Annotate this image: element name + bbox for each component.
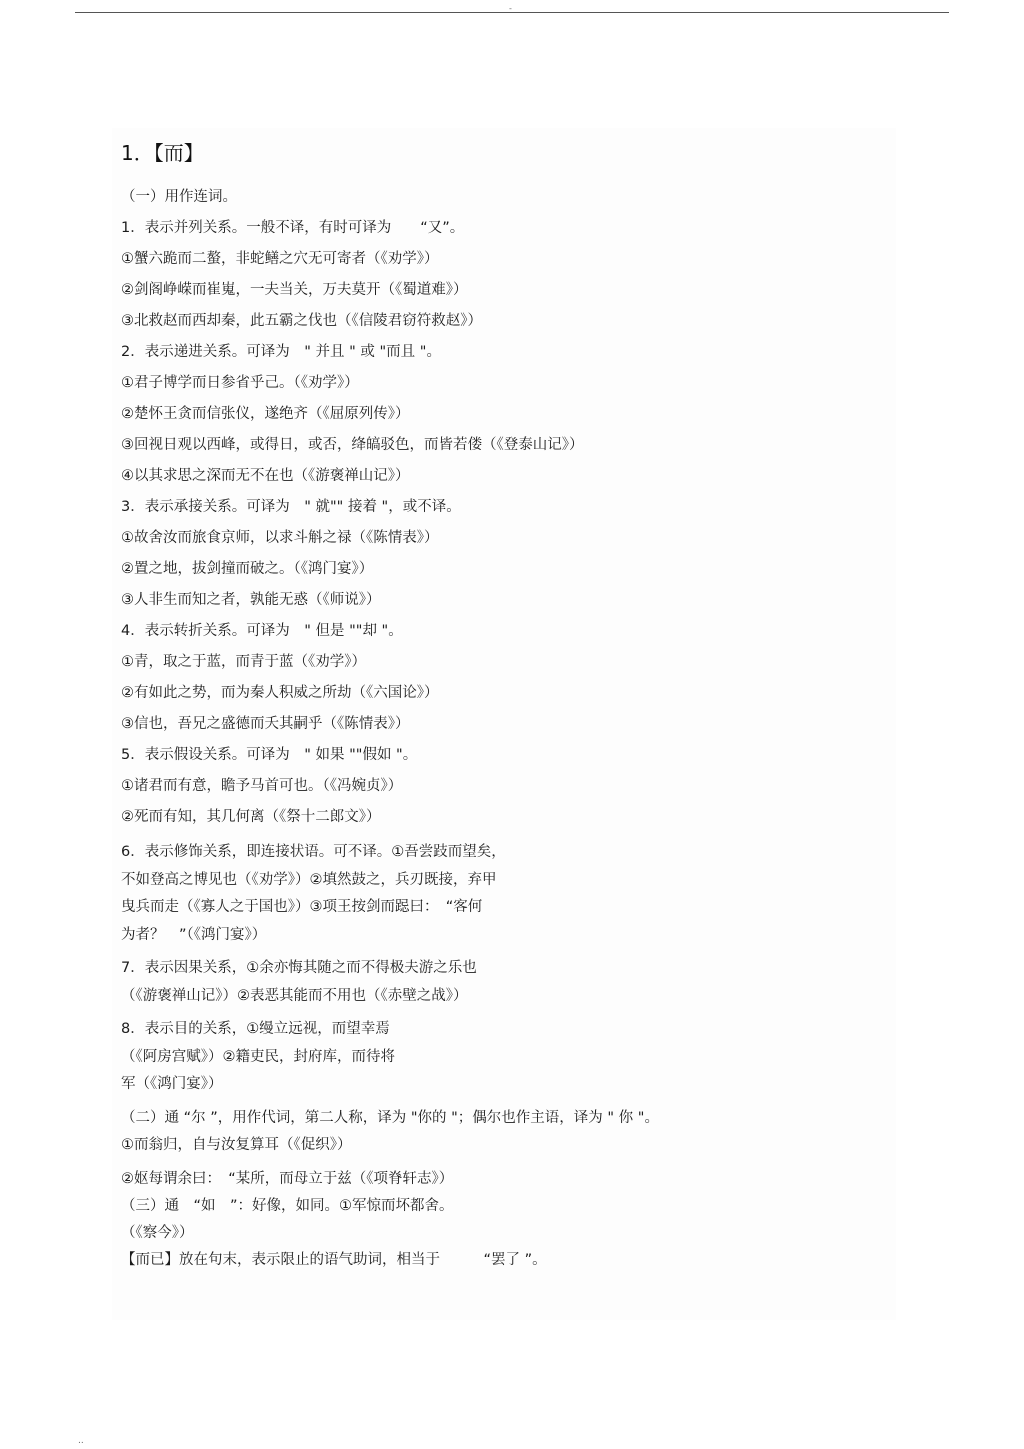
text-line: 2．表示递进关系。可译为 " 并且 " 或 "而且 "。 <box>121 344 441 360</box>
text-line: 不如登高之博见也（《劝学》）②填然鼓之，兵刃既接，弃甲 <box>121 871 497 888</box>
text-line: （二）通 “尔 ”，用作代词，第二人称，译为 "你的 "；偶尔也作主语，译为 " 你 "。 <box>121 1109 659 1126</box>
text-line: 3．表示承接关系。可译为 " 就"" 接着 "，或不译。 <box>121 499 461 515</box>
text-line: （三）通 “如 ”：好像，如同。①军惊而坏都舍。 <box>121 1197 454 1214</box>
text-line: 【而已】放在句末，表示限止的语气助词，相当于 “罢了 ”。 <box>121 1251 547 1268</box>
text-line: ③信也，吾兄之盛德而夭其嗣乎（《陈情表》） <box>121 716 410 732</box>
modifier-section <box>121 839 881 949</box>
text-line: ②剑阁峥嵘而崔嵬，一夫当关，万夫莫开（《蜀道难》） <box>121 282 468 298</box>
text-line: ①故舍汝而旅食京师，以求斗斛之禄（《陈情表》） <box>121 530 439 546</box>
text-line: ①君子博学而日参省乎己。（《劝学》） <box>121 375 359 391</box>
text-line: ①蟹六跪而二螯，非蛇鳝之穴无可寄者（《劝学》） <box>121 251 439 267</box>
header-dot: - <box>509 4 512 13</box>
text-line: （《察今》） <box>121 1224 194 1241</box>
text-line: 4．表示转折关系。可译为 " 但是 ""却 "。 <box>121 623 403 639</box>
text-line: 6．表示修饰关系，即连接状语。可不译。①吾尝跂而望矣， <box>121 844 506 860</box>
pronoun-section <box>121 1105 881 1160</box>
text-line: （《阿房宫赋》）②籍吏民，封府库，而待将 <box>121 1048 395 1065</box>
text-line: ④以其求思之深而无不在也（《游褒禅山记》） <box>121 468 410 484</box>
text-line: ②置之地，拔剑撞而破之。（《鸿门宴》） <box>121 561 374 577</box>
text-line: ②有如此之势，而为秦人积威之所劫（《六国论》） <box>121 685 439 701</box>
purpose-section <box>121 1016 881 1099</box>
causal-section <box>121 955 881 1010</box>
text-line: 5．表示假设关系。可译为 " 如果 ""假如 "。 <box>121 747 418 763</box>
text-line: 军（《鸿门宴》） <box>121 1076 223 1092</box>
document-body <box>121 138 881 1274</box>
text-line: ①诸君而有意，瞻予马首可也。（《冯婉贞》） <box>121 778 403 794</box>
text-line: 曳兵而走（《寡人之于国也》）③项王按剑而跽曰： “客何 <box>121 899 483 915</box>
text-line: 为者？ ”（《鸿门宴》） <box>121 926 267 943</box>
conjunction-section <box>121 182 881 833</box>
text-line: ③人非生而知之者，孰能无惑（《师说》） <box>121 592 381 608</box>
text-line: ②楚怀王贪而信张仪，遂绝齐（《屈原列传》） <box>121 406 410 422</box>
text-line: ①青，取之于蓝，而青于蓝（《劝学》） <box>121 654 366 670</box>
text-line: ②死而有知，其几何离（《祭十二郎文》） <box>121 809 381 825</box>
header-rule <box>75 12 949 13</box>
text-line: ③回视日观以西峰，或得日，或否，绛皜驳色，而皆若偻（《登泰山记》） <box>121 437 584 453</box>
text-line: （一）用作连词。 <box>121 189 237 205</box>
text-line: 1．表示并列关系。一般不译，有时可译为 “又”。 <box>121 220 465 236</box>
section-title: 1．【而】 <box>121 141 204 165</box>
text-line: ②妪每谓余曰： “某所，而母立于兹（《项脊轩志》） <box>121 1170 454 1187</box>
text-line: ③北救赵而西却秦，此五霸之伐也（《信陵君窃符救赵》） <box>121 313 482 329</box>
text-line: 8．表示目的关系，①缦立远视，而望幸焉 <box>121 1021 390 1037</box>
like-section <box>121 1166 881 1274</box>
footer-mark: .. <box>78 1436 84 1446</box>
text-line: ①而翁归，自与汝复算耳（《促织》） <box>121 1137 352 1153</box>
text-line: 7．表示因果关系，①余亦悔其随之而不得极夫游之乐也 <box>121 960 477 976</box>
text-line: （《游褒禅山记》）②表恶其能而不用也（《赤壁之战》） <box>121 987 468 1004</box>
